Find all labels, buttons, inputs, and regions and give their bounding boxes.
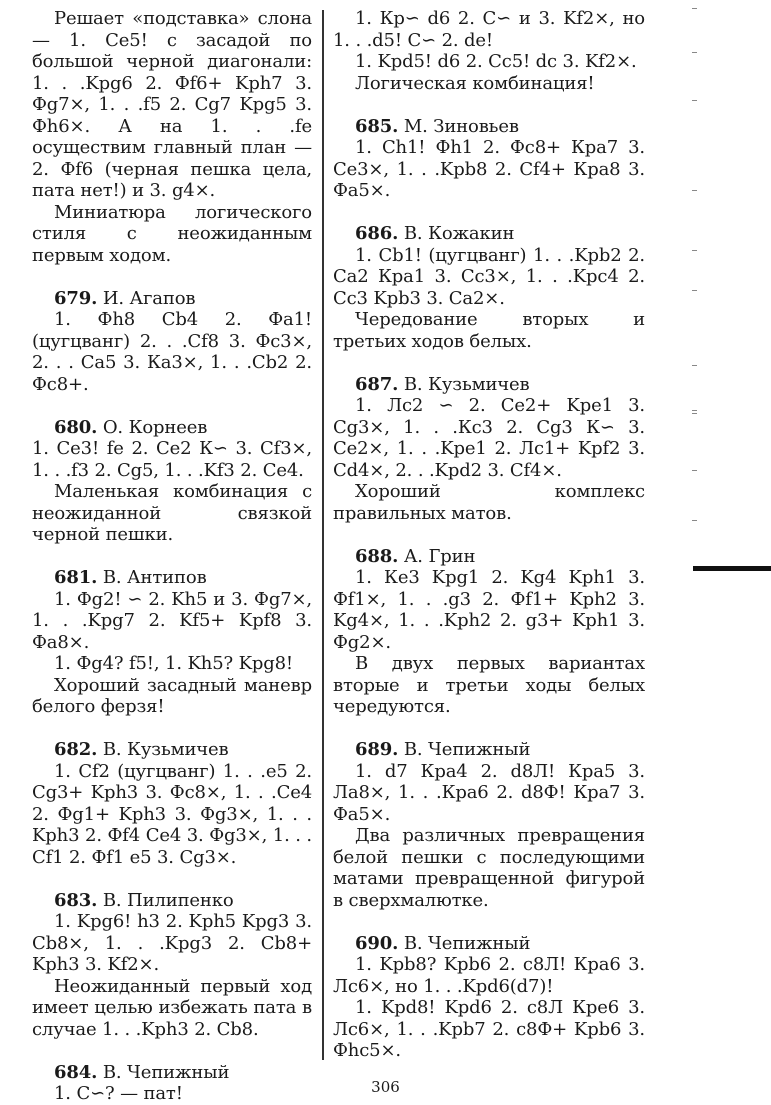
margin-tick <box>692 365 697 366</box>
problem-author: В. Чепижный <box>403 932 531 954</box>
problem-author: В. Кожакин <box>403 223 515 244</box>
problem-author: М. Зиновьев <box>403 115 519 137</box>
problem-author: А. Грин <box>403 545 476 567</box>
problem-679 <box>32 288 312 396</box>
margin-tick <box>692 470 697 471</box>
problem-number: 683. <box>54 889 98 911</box>
comment-text: Хороший комплекс правильных матов. <box>333 481 645 524</box>
problem-author: И. Агапов <box>102 287 196 309</box>
right-column <box>333 8 645 1062</box>
problem-author: В. Антипов <box>102 567 207 588</box>
page-number: 306 <box>371 1078 400 1096</box>
problem-687 <box>333 374 645 525</box>
comment-text: В двух первых вариантах вторые и третьи ходы белых чередуются. <box>333 653 645 717</box>
problem-author: О. Корнеев <box>102 416 208 438</box>
comment-text: Чередование вторых и третьих ходов белых. <box>333 309 645 352</box>
problem-heading <box>32 567 312 589</box>
problem-heading <box>32 417 312 439</box>
solution-text: 1. d7 Кра4 2. d8Л! Кра5 3. Ла8×, 1. . .Кра6 2. d8Ф! Кра7 3. Фа5×. <box>333 760 645 825</box>
margin-tick <box>692 413 697 414</box>
left-column <box>32 8 312 1105</box>
problem-heading <box>32 288 312 310</box>
paragraph: 1. Kpd5! d6 2. Cc5! dc 3. Kf2×. <box>355 51 637 72</box>
problem-number: 685. <box>355 115 399 137</box>
problem-number: 689. <box>355 739 399 760</box>
solution-text: 1. Ch1! Фh1 2. Фс8+ Кра7 3. Се3×, 1. . .Kpb8 2. Cf4+ Кра8 3. Фа5×. <box>333 137 645 201</box>
problem-heading <box>333 739 645 761</box>
intro-block-left <box>32 8 312 266</box>
problem-688 <box>333 546 645 718</box>
margin-tick <box>692 190 697 191</box>
problem-682 <box>32 739 312 868</box>
solution-text: 1. Фh8 Cb4 2. Фа1! (цугцванг) 2. . .Cf8 3. Фс3×, 2. . . Са5 3. Ка3×, 1. . .Cb2 2. Фс8+. <box>32 309 312 395</box>
problem-author: В. Кузьмичев <box>102 739 229 760</box>
paragraph: Решает «подставка» слона — 1. Се5! с засадой по большой черной диагонали: 1. . .Kpg6 2. Фf6+ Kph7 3. Фg7×, 1. . .f5 2. Cg7 Kpg5 3. Фh6×. А на 1. . .fe осуществим главный план — 2. Фf6 (черная пешка цела, пата нет!) и 3. g4×. <box>32 8 312 201</box>
margin-tick <box>692 100 697 101</box>
problem-680 <box>32 417 312 546</box>
column-divider <box>322 10 324 1060</box>
paragraph: Логическая комбинация! <box>355 72 595 94</box>
problem-number: 687. <box>355 373 399 395</box>
intro-block-right <box>333 8 645 94</box>
margin-tick <box>692 410 697 411</box>
problem-heading <box>333 933 645 955</box>
problem-690 <box>333 933 645 1062</box>
problem-number: 682. <box>54 739 98 760</box>
problem-689 <box>333 739 645 911</box>
problem-683 <box>32 890 312 1041</box>
paragraph: Миниатюра логического стиля с неожиданным первым ходом. <box>32 201 312 266</box>
problem-685 <box>333 116 645 202</box>
problem-heading <box>333 374 645 396</box>
problem-author: В. Пилипенко <box>102 889 234 911</box>
margin-tick <box>692 8 697 9</box>
problem-heading <box>32 739 312 761</box>
margin-tick <box>692 290 697 291</box>
problem-681 <box>32 567 312 718</box>
margin-tick <box>692 520 697 521</box>
problem-number: 684. <box>54 1061 98 1083</box>
problem-heading <box>32 890 312 912</box>
problem-686 <box>333 223 645 352</box>
solution-text: 1. С∽? — пат! <box>54 1083 183 1104</box>
comment-text: Два различных превращения белой пешки с последующими матами превращенной фигурой в сверхмалютке. <box>333 825 645 911</box>
solution-text: 1. Kpd8! Kpd6 2. с8Л Кре6 3. Лс6×, 1. . .Kpb7 2. с8Ф+ Kpb6 3. Фhc5×. <box>333 997 645 1061</box>
problem-number: 681. <box>54 567 98 588</box>
solution-text: 1. Се3! fe 2. Се2 К∽ 3. Cf3×, 1. . .f3 2. Cg5, 1. . .Kf3 2. Се4. <box>32 438 312 481</box>
problem-heading <box>333 223 645 245</box>
comment-text: Хороший засадный маневр белого ферзя! <box>32 674 312 717</box>
margin-tick <box>692 250 697 251</box>
problem-number: 688. <box>355 545 399 567</box>
comment-text: Неожиданный первый ход имеет целью избежать пата в случае 1. . .Kph3 2. Cb8. <box>32 975 312 1040</box>
problem-number: 690. <box>355 932 399 954</box>
problem-author: В. Чепижный <box>403 739 531 760</box>
solution-text: 1. Cf2 (цугцванг) 1. . .е5 2. Cg3+ Kph3 3. Фс8×, 1. . .Се4 2. Фg1+ Kph3 3. Фg3×, 1. . . Kph3 2. Фf4 Се4 3. Фg3×, 1. . . Cf1 2. Фf1 е5 3. Cg3×. <box>32 760 312 868</box>
paragraph: 1. Кр∽ d6 2. С∽ и 3. Kf2×, но 1. . .d5! С∽ 2. de! <box>333 8 645 51</box>
margin-bar <box>693 566 771 571</box>
solution-text: 1. Лс2 ∽ 2. Се2+ Kpe1 3. Cg3×, 1. . .Кс3 2. Cg3 К∽ 3. Се2×, 1. . .Kpe1 2. Лс1+ Kpf2 3. Cd4×, 2. . .Kpd2 3. Cf4×. <box>333 395 645 481</box>
problem-heading <box>333 546 645 568</box>
problem-author: В. Кузьмичев <box>403 373 530 395</box>
problem-author: В. Чепижный <box>102 1061 230 1083</box>
solution-text: 1. Фg4? f5!, 1. Kh5? Kpg8! <box>54 653 294 674</box>
problem-number: 680. <box>54 416 98 438</box>
solution-text: 1. Фg2! ∽ 2. Kh5 и 3. Фg7×, 1. . .Kpg7 2. Kf5+ Kpf8 3. Фа8×. <box>32 588 312 653</box>
comment-text: Маленькая комбинация с неожиданной связкой черной пешки. <box>32 481 312 545</box>
problem-number: 679. <box>54 287 98 309</box>
problem-number: 686. <box>355 223 399 244</box>
solution-text: 1. Kpg6! h3 2. Kph5 Kpg3 3. Cb8×, 1. . .Kpg3 2. Cb8+ Kph3 3. Kf2×. <box>32 911 312 975</box>
margin-tick <box>692 52 697 53</box>
problem-heading <box>333 116 645 138</box>
solution-text: 1. Ке3 Kpg1 2. Kg4 Kph1 3. Фf1×, 1. . .g3 2. Фf1+ Kph2 3. Kg4×, 1. . .Kph2 2. g3+ Kph1 3. Фg2×. <box>333 567 645 653</box>
solution-text: 1. Cb1! (цугцванг) 1. . .Kpb2 2. Са2 Кра1 3. Сс3×, 1. . .Kpc4 2. Сс3 Kpb3 3. Са2×. <box>333 244 645 309</box>
solution-text: 1. Kpb8? Kpb6 2. с8Л! Кра6 3. Лс6×, но 1. . .Kpd6(d7)! <box>333 954 645 997</box>
